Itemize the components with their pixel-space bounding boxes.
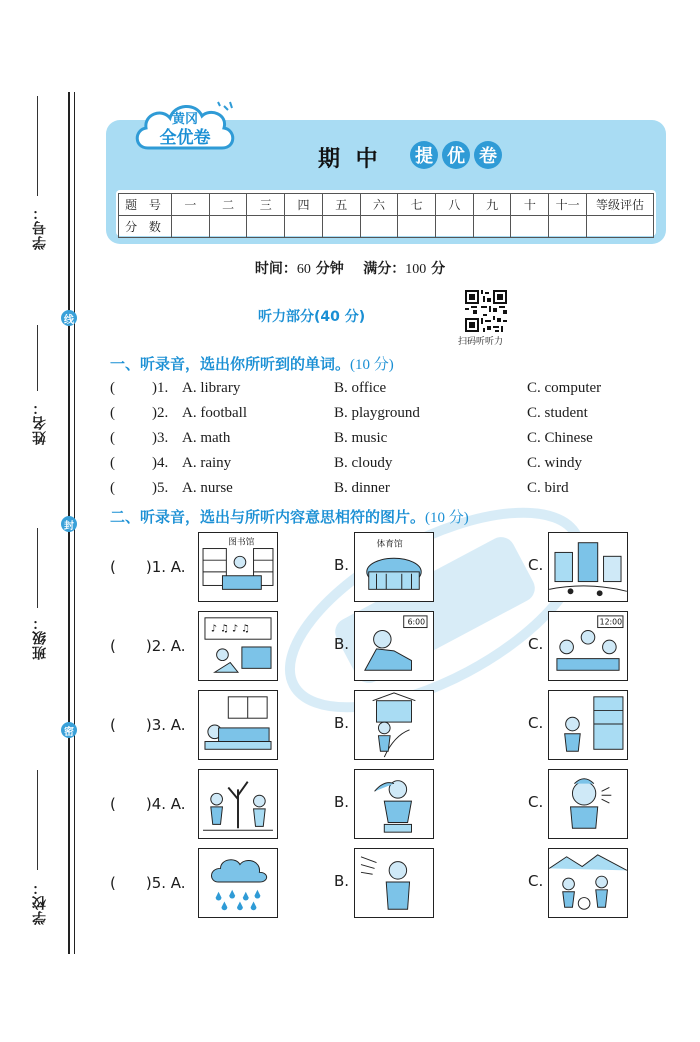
item-number: )5. [152, 480, 169, 496]
option-c: C. student [527, 405, 588, 421]
clock-readout: 12:00 [599, 617, 623, 627]
title-badge-2: 优 [442, 141, 470, 169]
option-a: A. math [182, 430, 231, 446]
part1-item [110, 480, 640, 502]
girl-sneezing-icon[interactable] [548, 769, 628, 839]
item-number: )2. [152, 405, 169, 421]
listening-section-title: 听力部分(40 分) [258, 309, 366, 325]
answer-paren[interactable]: ( [110, 430, 115, 446]
option-c: C. bird [527, 480, 569, 496]
option-a: A. rainy [182, 455, 232, 471]
answer-paren[interactable]: ( [110, 455, 115, 471]
option-b: B. playground [334, 405, 420, 421]
seal-seal: 封 [61, 516, 77, 532]
part1-heading-text: 一、听录音，选出你所听到的单词。 [110, 355, 351, 373]
name-blank[interactable] [37, 325, 38, 391]
part2-item [110, 769, 650, 841]
score-cell[interactable] [209, 216, 247, 238]
col-1: 一 [172, 194, 210, 216]
option-c-label: C. [528, 714, 544, 732]
option-a: A. library [182, 380, 241, 396]
gym-sign: 体育馆 [376, 539, 403, 550]
score-cell[interactable] [247, 216, 285, 238]
col-8: 八 [436, 194, 474, 216]
item-number: )3. [152, 430, 169, 446]
score-cell[interactable] [549, 216, 587, 238]
part1-item [110, 430, 640, 452]
option-c: C. windy [527, 455, 583, 471]
boy-going-school-icon[interactable] [354, 690, 434, 760]
library-sign: 图书馆 [228, 537, 255, 548]
score-label: 满分： [363, 261, 406, 277]
school-label: 学校： [32, 880, 48, 925]
answer-paren[interactable]: ( [110, 380, 115, 396]
option-a: A. nurse [182, 480, 233, 496]
qr-code-icon[interactable] [465, 290, 507, 332]
exam-title: 期 中 [318, 147, 382, 172]
boy-windy-icon[interactable] [354, 848, 434, 918]
gymnasium-icon[interactable] [354, 532, 434, 602]
col-10: 十 [511, 194, 549, 216]
title-badge-3: 卷 [474, 141, 502, 169]
logo-line1: 黄冈 [171, 112, 198, 127]
score-cell[interactable] [436, 216, 474, 238]
col-6: 六 [360, 194, 398, 216]
score-cell[interactable] [398, 216, 436, 238]
part2-heading [110, 506, 469, 527]
rain-cloud-icon[interactable] [198, 848, 278, 918]
col-9: 九 [473, 194, 511, 216]
option-b-label: B. [334, 635, 350, 653]
option-c-label: C. [528, 872, 544, 890]
col-3: 三 [247, 194, 285, 216]
score-cell[interactable] [360, 216, 398, 238]
col-5: 五 [322, 194, 360, 216]
town-scene-icon[interactable] [548, 532, 628, 602]
item-number: )1. [152, 380, 169, 396]
option-c: C. Chinese [527, 430, 593, 446]
col-7: 七 [398, 194, 436, 216]
time-label: 时间： [254, 261, 297, 277]
part2-item [110, 848, 650, 920]
option-a: A. football [182, 405, 247, 421]
snow-play-icon[interactable] [548, 848, 628, 918]
class-label: 班级： [32, 615, 48, 660]
option-c: C. computer [527, 380, 602, 396]
grade-cell[interactable] [587, 216, 654, 238]
part1-heading [110, 353, 394, 374]
time-value: 60 [296, 262, 311, 277]
item-number: ( )3. A. [110, 716, 186, 734]
name-label: 姓名： [32, 400, 48, 445]
option-b-label: B. [334, 793, 350, 811]
col-11: 十一 [549, 194, 587, 216]
item-number: ( )1. A. [110, 558, 186, 576]
score-cell[interactable] [172, 216, 210, 238]
girl-school-icon[interactable] [548, 690, 628, 760]
children-planting-icon[interactable] [198, 769, 278, 839]
col-2: 二 [209, 194, 247, 216]
score-row [119, 216, 654, 238]
score-unit: 分 [431, 261, 446, 277]
option-c-label: C. [528, 635, 544, 653]
option-b: B. music [334, 430, 388, 446]
exam-info [0, 258, 700, 278]
option-b: B. cloudy [334, 455, 393, 471]
part1-item [110, 380, 640, 402]
music-class-icon[interactable] [198, 611, 278, 681]
clock-readout: 6:00 [407, 617, 426, 627]
seal-dense: 密 [61, 722, 77, 738]
item-number: ( )5. A. [110, 874, 186, 892]
item-number: ( )2. A. [110, 637, 186, 655]
score-cell[interactable] [322, 216, 360, 238]
option-b-label: B. [334, 556, 350, 574]
part2-points: (10 分) [425, 510, 469, 526]
music-notes: ♪ ♫ ♪ ♫ [210, 623, 250, 635]
title-badge-1: 提 [410, 141, 438, 169]
part2-item [110, 532, 650, 604]
col-grade: 等级评估 [587, 194, 654, 216]
score-cell[interactable] [511, 216, 549, 238]
boy-waking-icon[interactable] [354, 611, 434, 681]
class-blank[interactable] [37, 528, 38, 608]
option-c-label: C. [528, 793, 544, 811]
part2-item [110, 690, 650, 762]
boy-sleeping-icon[interactable] [198, 690, 278, 760]
student-number-label: 学号： [32, 205, 48, 250]
question-number-row [119, 194, 654, 216]
col-4: 四 [285, 194, 323, 216]
option-c-label: C. [528, 556, 544, 574]
item-number: ( )4. A. [110, 795, 186, 813]
score-value: 100 [405, 262, 427, 277]
score-table [118, 193, 654, 238]
option-b: B. office [334, 380, 387, 396]
part2-item [110, 611, 650, 683]
part2-heading-text: 二、听录音，选出与所听内容意思相符的图片。 [110, 508, 426, 526]
question-number-head: 题 号 [119, 194, 172, 216]
school-blank[interactable] [37, 770, 38, 870]
score-cell[interactable] [473, 216, 511, 238]
student-number-blank[interactable] [37, 96, 38, 196]
qr-label: 扫码听听力 [458, 337, 504, 347]
score-cell[interactable] [285, 216, 323, 238]
seal-line: 线 [61, 310, 77, 326]
item-number: )4. [152, 455, 169, 471]
part1-item [110, 455, 640, 477]
logo-line2: 全优卷 [159, 128, 211, 148]
time-unit: 分钟 [315, 261, 344, 277]
option-b-label: B. [334, 872, 350, 890]
brand-logo [130, 96, 240, 162]
boy-cold-icon[interactable] [354, 769, 434, 839]
family-dinner-icon[interactable] [548, 611, 628, 681]
option-b-label: B. [334, 714, 350, 732]
option-b: B. dinner [334, 480, 390, 496]
score-head: 分 数 [119, 216, 172, 238]
answer-paren[interactable]: ( [110, 480, 115, 496]
part1-item [110, 405, 640, 427]
library-scene-icon[interactable] [198, 532, 278, 602]
answer-paren[interactable]: ( [110, 405, 115, 421]
part1-points: (10 分) [350, 357, 394, 373]
